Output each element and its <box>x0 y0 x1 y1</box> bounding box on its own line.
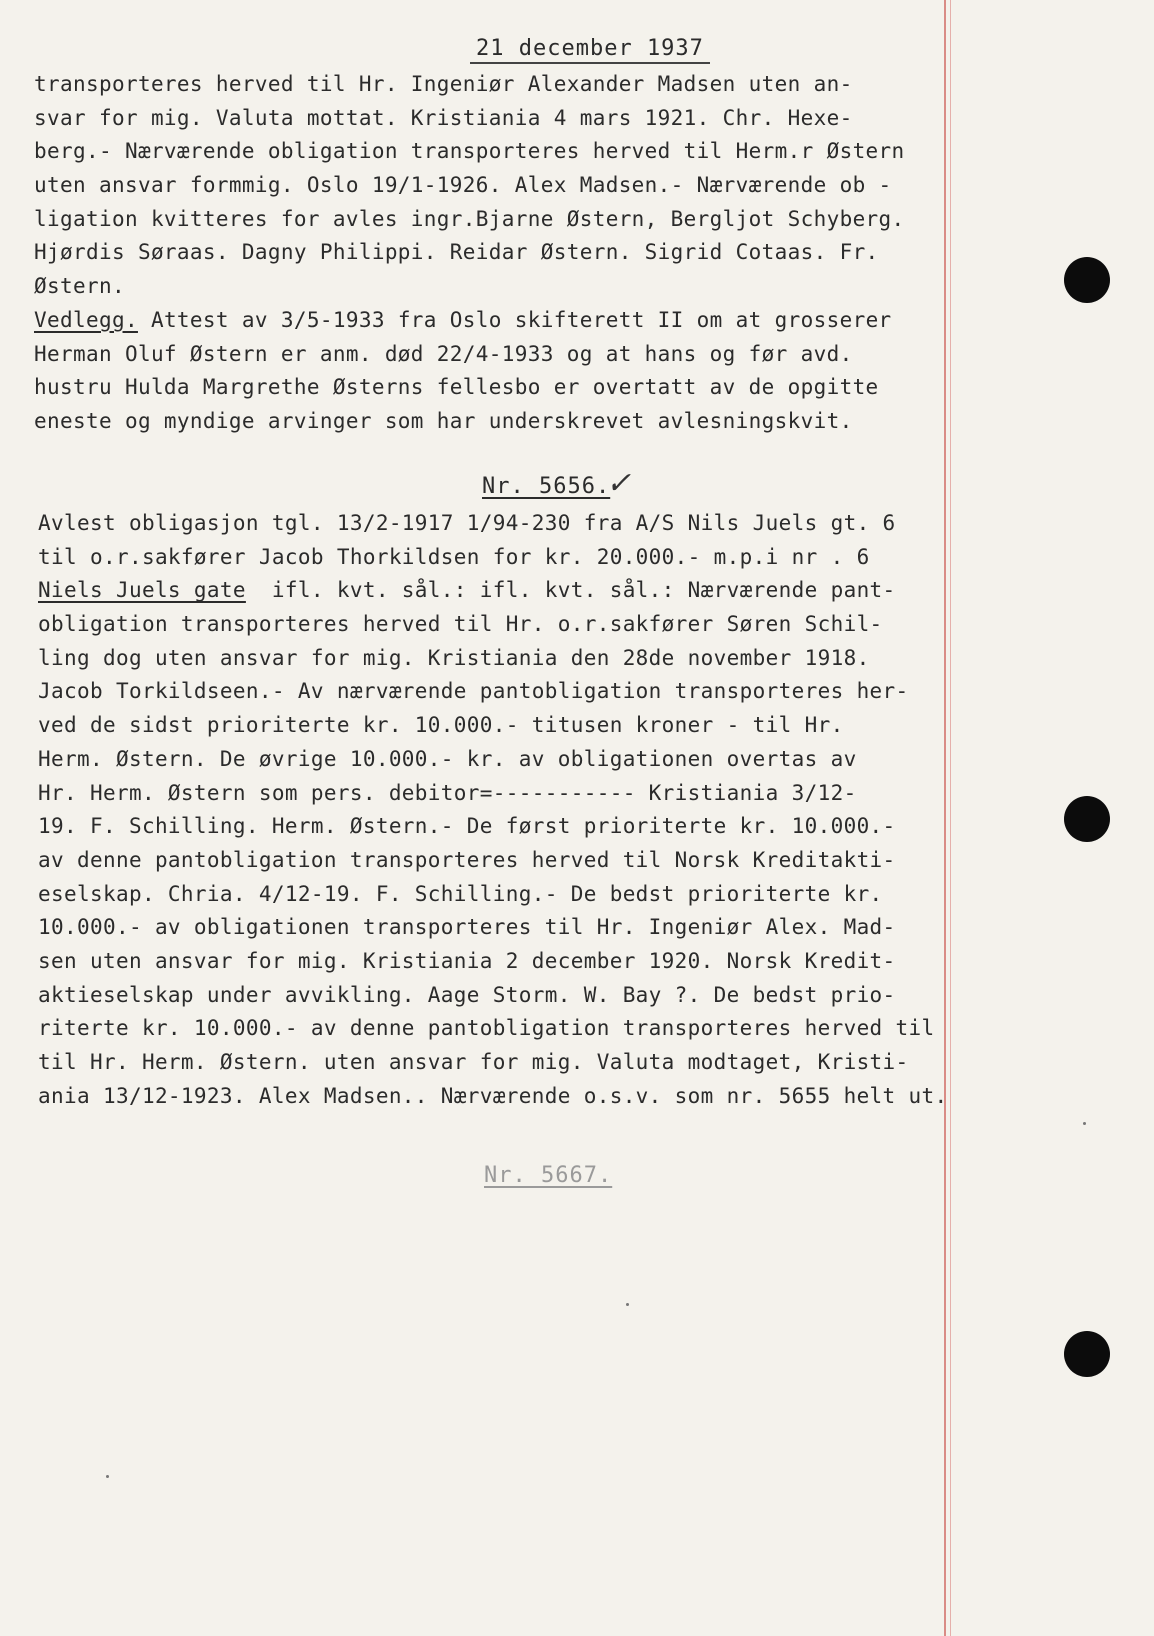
binder-hole-top <box>1064 257 1110 303</box>
text-line: ligation kvitteres for avles ingr.Bjarne Østern, Bergljot Schyberg. <box>34 206 905 231</box>
paper-speck <box>1083 1122 1086 1125</box>
entry-continued-lines <box>34 68 1014 304</box>
text-line: Hr. Herm. Østern som pers. debitor=----------- Kristiania 3/12- <box>38 780 857 805</box>
text-line: 10.000.- av obligationen transporteres til Hr. Ingeniør Alex. Mad- <box>38 915 896 940</box>
text-line: ved de sidst prioriterte kr. 10.000.- titusen kroner - til Hr. <box>38 713 844 738</box>
entry-5656-line-3 <box>38 574 1018 608</box>
text-line: eneste og myndige arvinger som har underskrevet avlesningskvit. <box>34 408 853 433</box>
entry-5656-body <box>38 507 1018 1113</box>
page-date-header: 21 december 1937 <box>470 36 710 64</box>
entry-number-5656: Nr. 5656. <box>482 474 611 499</box>
text-line: av denne pantobligation transporteres herved til Norsk Kreditakti- <box>38 847 896 872</box>
check-mark: ✓ <box>606 466 632 501</box>
text-line: sen uten ansvar for mig. Kristiania 2 december 1920. Norsk Kredit- <box>38 948 896 973</box>
text-line: Avlest obligasjon tgl. 13/2-1917 1/94-230 fra A/S Nils Juels gt. 6 <box>38 511 896 535</box>
vedlegg-label: Vedlegg. <box>34 307 138 332</box>
vedlegg-line <box>34 304 1014 338</box>
line-3-rest: ifl. kvt. sål.: ifl. kvt. sål.: Nærværende pant- <box>245 578 896 603</box>
text-line: obligation transporteres herved til Hr. o.r.sakfører Søren Schil- <box>38 612 883 637</box>
text-line: til Hr. Herm. Østern. uten ansvar for mig. Valuta modtaget, Kristi- <box>38 1050 909 1074</box>
vedlegg-text: Attest av 3/5-1933 fra Oslo skifterett II om at grosserer <box>137 307 892 332</box>
entry-continued <box>34 68 1014 439</box>
text-line: ling dog uten ansvar for mig. Kristiania den 28de november 1918. <box>38 645 870 670</box>
text-line: Østern. <box>34 274 125 299</box>
text-line: transporteres herved til Hr. Ingeniør Alexander Madsen uten an- <box>34 72 853 96</box>
text-line: aktieselskap under avvikling. Aage Storm. W. Bay ?. De bedst prio- <box>38 982 896 1007</box>
text-line: Herman Oluf Østern er anm. død 22/4-1933 og at hans og før avd. <box>34 341 853 366</box>
text-line: berg.- Nærværende obligation transporteres herved til Herm.r Østern <box>34 139 905 164</box>
text-line: riterte kr. 10.000.- av denne pantobligation transporteres herved til <box>38 1016 935 1041</box>
text-line: eselskap. Chria. 4/12-19. F. Schilling.- De bedst prioriterte kr. <box>38 881 883 906</box>
text-line: ania 13/12-1923. Alex Madsen.. Nærværende o.s.v. som nr. 5655 helt ut. <box>38 1083 948 1108</box>
entry-5656-lines-b <box>38 608 1018 1113</box>
paper-speck <box>106 1475 109 1478</box>
binder-hole-middle <box>1064 796 1110 842</box>
entry-number-5667: Nr. 5667. <box>484 1163 613 1188</box>
vedlegg-lines <box>34 338 1014 439</box>
text-line: uten ansvar formmig. Oslo 19/1-1926. Alex Madsen.- Nærværende ob - <box>34 173 892 198</box>
text-line: svar for mig. Valuta mottat. Kristiania 4 mars 1921. Chr. Hexe- <box>34 105 853 130</box>
text-line: Herm. Østern. De øvrige 10.000.- kr. av obligationen overtas av <box>38 746 857 771</box>
binder-hole-bottom <box>1064 1331 1110 1377</box>
text-line: Hjørdis Søraas. Dagny Philippi. Reidar Østern. Sigrid Cotaas. Fr. <box>34 240 879 265</box>
street-name-underlined: Niels Juels gate <box>38 578 246 603</box>
entry-5656-lines-a <box>38 507 1018 574</box>
paper-speck <box>626 1303 629 1306</box>
text-line: Jacob Torkildseen.- Av nærværende pantobligation transporteres her- <box>38 679 909 704</box>
text-line: 19. F. Schilling. Herm. Østern.- De først prioriterte kr. 10.000.- <box>38 814 896 839</box>
text-line: til o.r.sakfører Jacob Thorkildsen for kr. 20.000.- m.p.i nr . 6 <box>38 544 870 569</box>
text-line: hustru Hulda Margrethe Østerns fellesbo er overtatt av de opgitte <box>34 375 879 400</box>
